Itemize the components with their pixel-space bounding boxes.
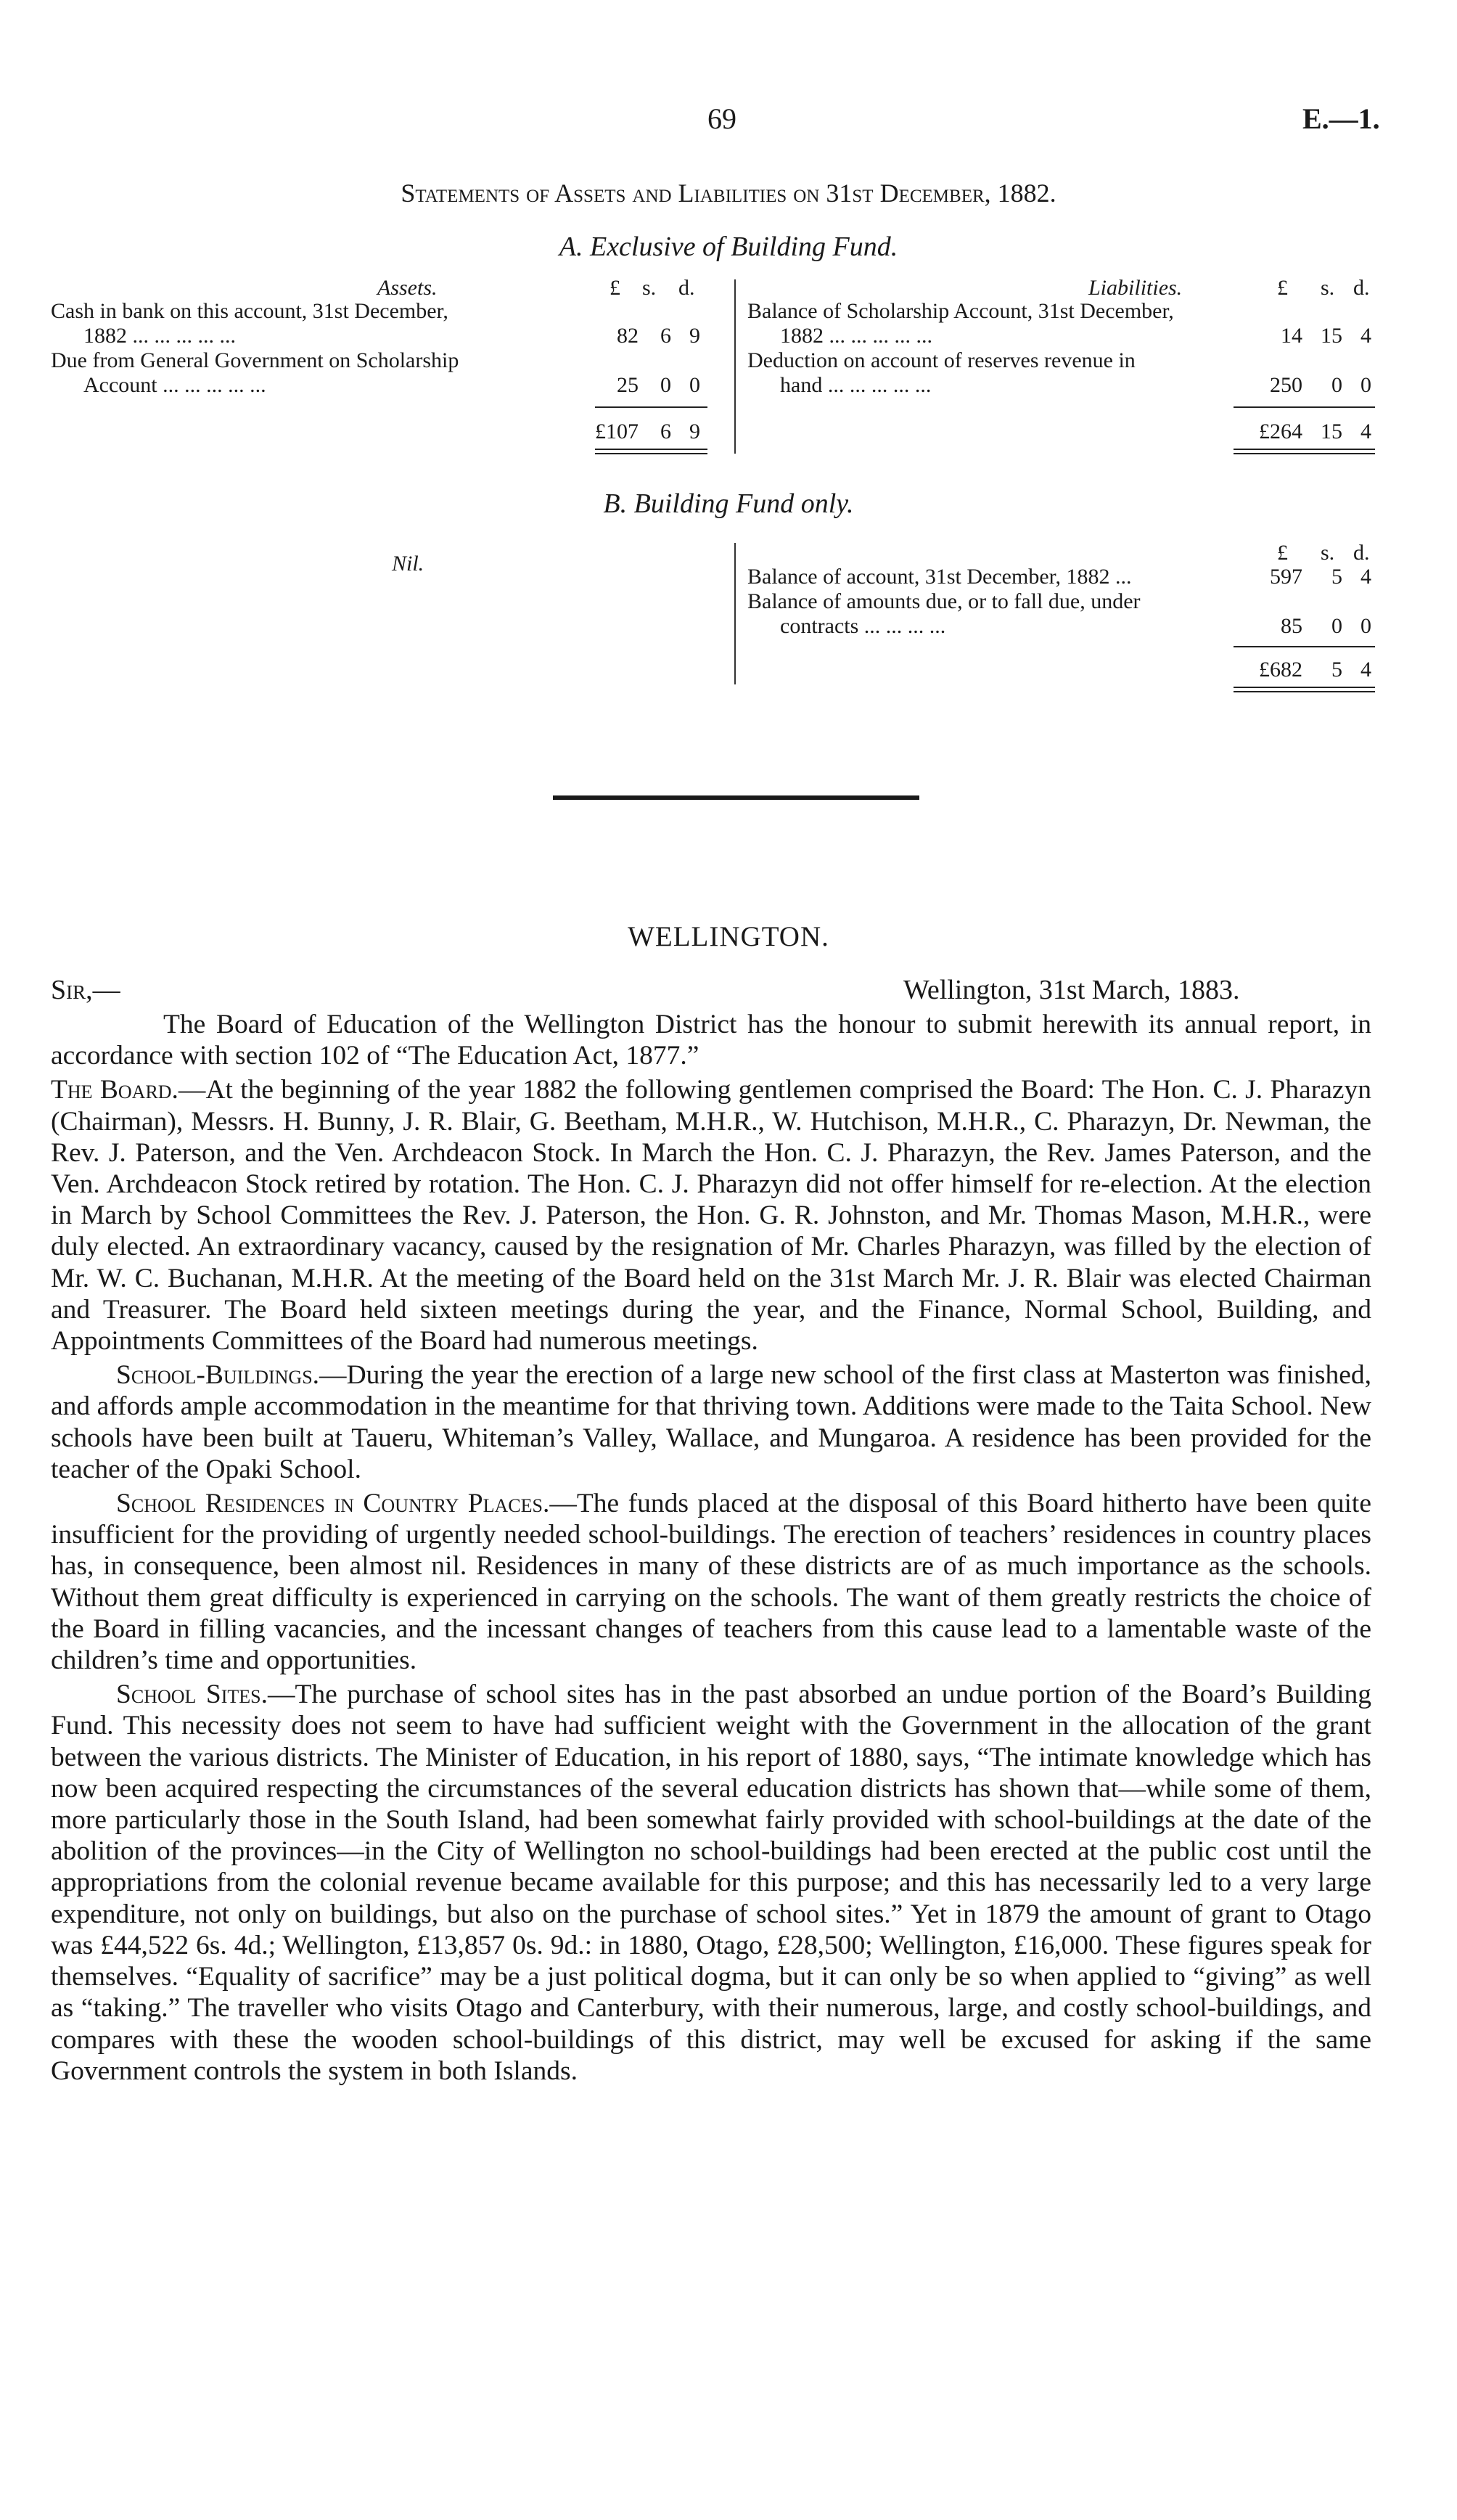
liability-shillings: 15 [1321,324,1342,348]
asset-line: Due from General Government on Scholarship [51,348,459,372]
liability-pence: 4 [1360,324,1371,348]
asset-pounds: 82 [617,324,639,348]
liability-line: hand ... ... ... ... ... [780,373,932,397]
school-sites-heading: School Sites.— [116,1680,295,1710]
liability-line: Deduction on account of reserves revenue in [747,348,1136,372]
assets-pound-col: £ [610,276,620,300]
assets-total-pounds: £107 [595,420,639,443]
liability-pounds: 14 [1281,324,1302,348]
report-body [51,1009,1371,2087]
part-b-nil: Nil. [392,552,424,576]
part-b-total-pounds: £682 [1259,658,1302,682]
liability-pounds: 250 [1270,373,1302,397]
building-fund-shillings: 5 [1331,565,1342,589]
liabilities-total-shillings: 15 [1321,420,1342,443]
part-b-pence-col: d. [1353,541,1370,565]
column-divider [734,543,736,684]
liabilities-total-pounds: £264 [1259,420,1302,443]
school-sites-paragraph: School Sites.—The purchase of school sites has in the past absorbed an undue portion of the Board’s Building Fund. This necessity does not seem to have had sufficient weight with the Government in the allocation of the grant between the various districts. The Minister of Education, in his report of 1880, says, “The intimate knowledge which has now been acquired respecting the circumstances of the several education districts has shown that—while some of them, more particularly those in the South Island, had been somewhat fairly provided with school-buildings at the date of the abolition of the provinces—in the City of Wellington no school-buildings had been erected at the public cost until the appropriations from the colonial revenue became available for this purpose; and this has necessarily led to a very large expenditure, not only on buildings, but also on the purchase of school sites.” Yet in 1879 the amount of grant to Otago was £44,522 6s. 4d.; Wellington, £13,857 0s. 9d.: in 1880, Otago, £28,500; Wellington, £16,000. These figures speak for themselves. “Equality of sacrifice” may be a just political dogma, but it can only be so when applied to “giving” as well as “taking.” The traveller who visits Otago and Canterbury, with their numerous, large, and costly school-buildings, and compares with these the wooden school-buildings of this district, may well be excused for asking if the same Government controls the system in both Islands. [51,1680,1371,2086]
statements-title: Statements of Assets and Liabilities on 31st December, 1882. [401,179,1056,208]
liability-line: 1882 ... ... ... ... ... [780,324,932,348]
liability-pence: 0 [1360,373,1371,397]
part-b-title: B. Building Fund only. [603,488,854,519]
liabilities-pence-col: d. [1353,276,1370,300]
report-heading: WELLINGTON. [628,921,829,952]
liabilities-total-pence: 4 [1360,420,1371,443]
place-date: Wellington, 31st March, 1883. [903,975,1240,1005]
part-b-table [0,0,1457,711]
school-residences-paragraph: School Residences in Country Places.—The funds placed at the disposal of this Board hitherto have been quite insufficient for the providing of urgently needed school-buildings. The erection of teachers’ residences in country places has, in consequence, been almost nil. Residences in many of these districts are of as much importance as the schools. Without them great difficulty is experienced in carrying on the schools. The want of them greatly restricts the choice of the Board in filling vacancies, and the incessant changes of teachers from this cause lead to a lamentable waste of the children’s time and opportunities. [51,1489,1371,1676]
building-fund-pence: 0 [1360,614,1371,638]
building-fund-shillings: 0 [1331,614,1342,638]
school-buildings-paragraph: School-Buildings.—During the year the erection of a large new school of the first class at Masterton was finished, and affords ample accommodation in the meantime for that thriving town. Additions were made to the Taita School. New schools have been built at Taueru, Whiteman’s Valley, Wallace, and Mungaroa. A residence has been provided for the teacher of the Opaki School. [51,1360,1371,1484]
part-b-sum-rule [1234,646,1375,647]
asset-line: 1882 ... ... ... ... ... [83,324,236,348]
asset-line: Account ... ... ... ... ... [83,373,266,397]
section-divider [553,795,919,800]
intro-paragraph: The Board of Education of the Wellington District has the honour to submit herewith its annual report, in accordance with section 102 of “The Education Act, 1877.” [51,1010,1371,1071]
part-b-pound-col: £ [1277,541,1288,565]
liabilities-pound-col: £ [1277,276,1288,300]
building-fund-line: contracts ... ... ... ... [780,614,946,638]
asset-shillings: 0 [660,373,671,397]
salutation: Sir,— [51,975,120,1005]
page-number: 69 [707,102,736,135]
asset-pence: 9 [689,324,700,348]
building-fund-pounds: 85 [1281,614,1302,638]
liabilities-heading: Liabilities. [1088,276,1183,300]
assets-pence-col: d. [678,276,695,300]
assets-total-pence: 9 [689,420,700,443]
part-b-total-rule [1234,691,1375,692]
part-b-total-shillings: 5 [1331,658,1342,682]
liability-shillings: 0 [1331,373,1342,397]
building-fund-pounds: 597 [1270,565,1302,589]
assets-heading: Assets. [377,276,438,300]
building-fund-pence: 4 [1360,565,1371,589]
part-a-title: A. Exclusive of Building Fund. [559,232,898,262]
liabilities-shilling-col: s. [1321,276,1335,300]
asset-pounds: 25 [617,373,639,397]
liability-line: Balance of Scholarship Account, 31st December, [747,299,1174,323]
part-b-shilling-col: s. [1321,541,1335,565]
school-buildings-heading: School-Buildings.— [116,1360,347,1391]
document-reference: E.—1. [1302,102,1380,135]
board-heading: The Board.— [51,1075,206,1105]
part-b-total-rule [1234,687,1375,688]
board-paragraph: The Board.—At the beginning of the year 1882 the following gentlemen comprised the Board: The Hon. C. J. Pharazyn (Chairman), Messrs. H. Bunny, J. R. Blair, G. Beetham, M.H.R., W. Hutchison, M.H.R., C. Pharazyn, Dr. Newman, the Rev. J. Paterson, and the Ven. Archdeacon Stock. In March the Hon. C. J. Pharazyn, the Rev. James Paterson, and the Ven. Archdeacon Stock retired by rotation. The Hon. C. J. Pharazyn did not offer himself for re-election. At the election in March by School Committees the Rev. J. Paterson, the Hon. G. R. Johnston, and Mr. Thomas Mason, M.H.R., were duly elected. An extraordinary vacancy, caused by the resignation of Mr. Charles Pharazyn, was filled by the election of Mr. W. C. Buchanan, M.H.R. At the meeting of the Board held on the 31st March Mr. J. R. Blair was elected Chairman and Treasurer. The Board held sixteen meetings during the year, and the Finance, Normal School, Building, and Appointments Committees of the Board had numerous meetings. [51,1075,1371,1357]
asset-line: Cash in bank on this account, 31st December, [51,299,448,323]
assets-shilling-col: s. [642,276,657,300]
school-residences-heading: School Residences in Country Places.— [116,1489,577,1519]
asset-pence: 0 [689,373,700,397]
asset-shillings: 6 [660,324,671,348]
building-fund-line: Balance of account, 31st December, 1882 ... [747,565,1132,589]
part-b-total-pence: 4 [1360,658,1371,682]
assets-total-shillings: 6 [660,420,671,443]
building-fund-line: Balance of amounts due, or to fall due, under [747,589,1141,613]
